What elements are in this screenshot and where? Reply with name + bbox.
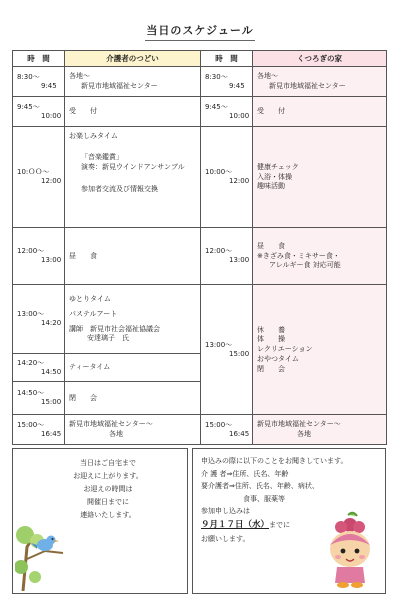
activity-cell: ゆとりタイム パステルアート 講師 新見市社会福祉協議会 安達璃子 氏 bbox=[65, 285, 201, 354]
time-cell: 14:50～ 15:00 bbox=[13, 382, 65, 415]
time-cell: 10:ＯＯ～ 12:00 bbox=[13, 127, 65, 228]
header-relaxation-house: くつろぎの家 bbox=[253, 51, 387, 67]
time-cell: 10:00～ 12:00 bbox=[201, 127, 253, 228]
activity-cell: 昼 食 bbox=[65, 228, 201, 285]
time-cell: 13:00～ 15:00 bbox=[201, 285, 253, 415]
table-row bbox=[13, 97, 387, 127]
activity-cell: 新見市地域福祉センター～ 各地 bbox=[253, 415, 387, 445]
title-underline bbox=[145, 40, 255, 41]
table-header-row bbox=[13, 51, 387, 67]
time-cell: 9:45～ 10:00 bbox=[201, 97, 253, 127]
header-time-right: 時 間 bbox=[201, 51, 253, 67]
deadline-date: ９月１７日（水） bbox=[201, 519, 270, 530]
table-row bbox=[13, 228, 387, 285]
activity-cell: 新見市地域福祉センター～ 各地 bbox=[65, 415, 201, 445]
table-row bbox=[13, 67, 387, 97]
time-cell: 8:30～ 9:45 bbox=[13, 67, 65, 97]
page-title: 当日のスケジュール bbox=[146, 24, 254, 37]
application-note-box: 申込みの際に以下のことをお聞きしています。 介 護 者⇒住所、氏名、年齢 要介護者⇒住所、氏名、年齢、病状、 食事、服薬等 参加申し込みは ９月１７日（水）までに お願いします。 bbox=[192, 448, 386, 594]
header-time-left: 時 間 bbox=[13, 51, 65, 67]
activity-cell: お楽しみタイム 「音楽鑑賞」 演奏：新見ウインドアンサンブル 参加者交流及び情報交換 bbox=[65, 127, 201, 228]
activity-cell: 健康チェック 入浴・体操 趣味活動 bbox=[253, 127, 387, 228]
time-cell: 12:00～ 13:00 bbox=[201, 228, 253, 285]
pickup-note-box bbox=[12, 448, 188, 594]
activity-cell: 受 付 bbox=[253, 97, 387, 127]
time-cell: 15:00～ 16:45 bbox=[13, 415, 65, 445]
pickup-message: 当日はご自宅まで お迎えに上がります。 お迎えの時間は 開催日までに 連絡いたします。 bbox=[73, 459, 143, 519]
activity-cell: 各地～ 新見市地域福祉センター bbox=[253, 67, 387, 97]
activity-cell: 受 付 bbox=[65, 97, 201, 127]
time-cell: 14:20～ 14:50 bbox=[13, 354, 65, 382]
time-cell: 15:00～ 16:45 bbox=[201, 415, 253, 445]
notes-area bbox=[12, 448, 386, 594]
time-cell: 12:00～ 13:00 bbox=[13, 228, 65, 285]
table-row bbox=[13, 415, 387, 445]
activity-cell: 各地～ 新見市地域福祉センター bbox=[65, 67, 201, 97]
bird-on-branch-icon bbox=[15, 507, 75, 591]
header-caregiver-gathering: 介護者のつどい bbox=[65, 51, 201, 67]
fruit-mascot-icon bbox=[321, 511, 379, 589]
activity-cell: ティータイム bbox=[65, 354, 201, 382]
schedule-table bbox=[12, 50, 387, 445]
activity-cell: 閉 会 bbox=[65, 382, 201, 415]
activity-cell: 昼 食 ※きざみ食・ミキサー食・ アレルギー食 対応可能 bbox=[253, 228, 387, 285]
time-cell: 8:30～ 9:45 bbox=[201, 67, 253, 97]
time-cell: 13:00～ 14:20 bbox=[13, 285, 65, 354]
table-row bbox=[13, 127, 387, 228]
activity-cell: 休 養 体 操 レクリエーション おやつタイム 閉 会 bbox=[253, 285, 387, 415]
table-row bbox=[13, 285, 387, 354]
time-cell: 9:45～ 10:00 bbox=[13, 97, 65, 127]
